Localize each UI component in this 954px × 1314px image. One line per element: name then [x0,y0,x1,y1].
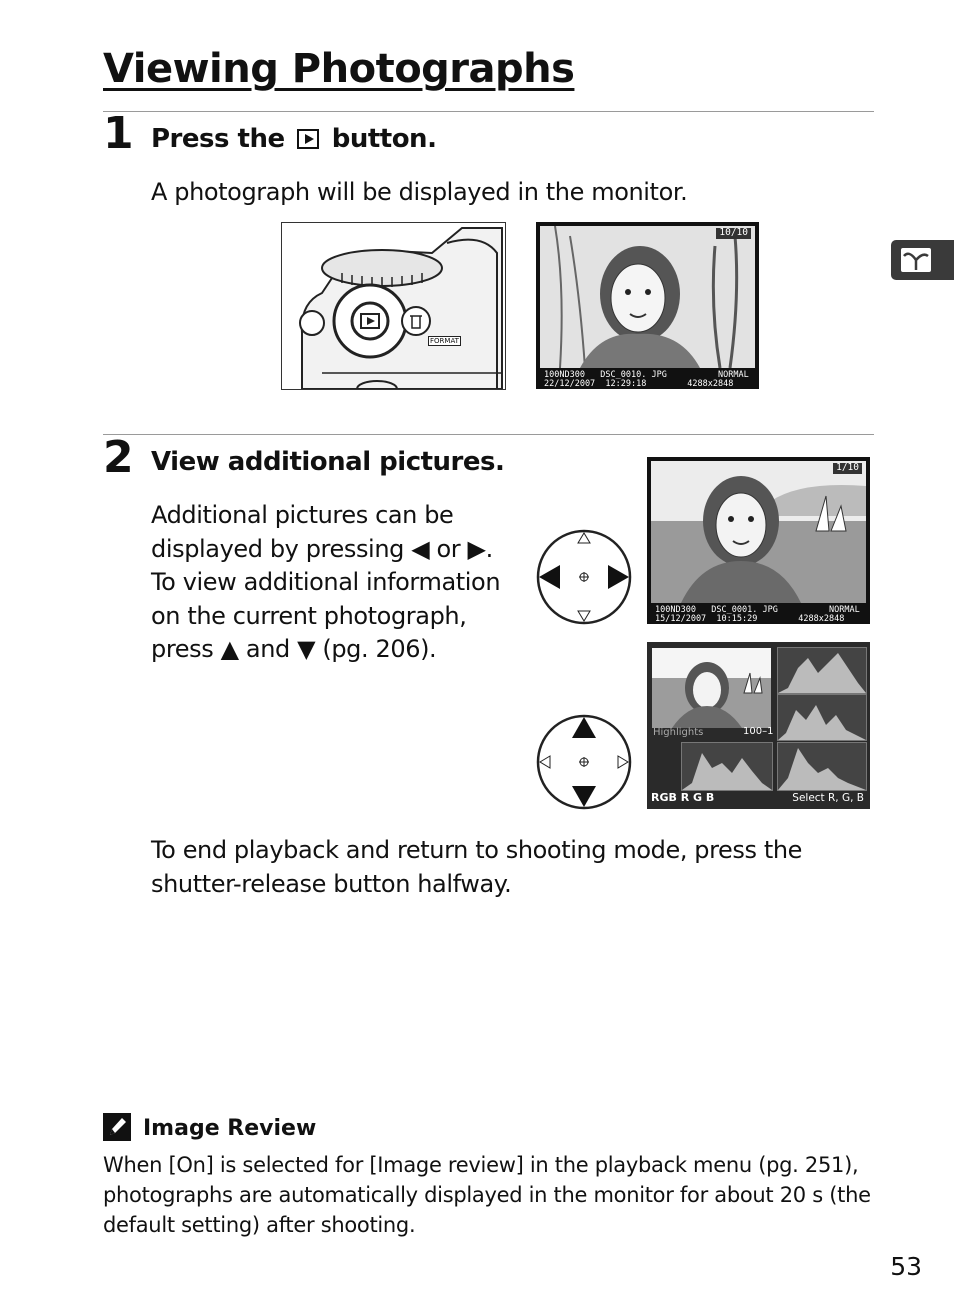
step-2-ref: (pg. 206). [322,635,437,664]
page-title: Viewing Photographs [103,46,575,92]
histogram-thumbnail [652,648,771,728]
multi-selector-left-right-icon [535,528,633,626]
note-title: Image Review [143,1116,317,1141]
step-1-title-before: Press the [151,124,285,154]
highlights-label: Highlights [653,727,704,738]
monitor-photo-2 [647,457,870,624]
step-1-body: A photograph will be displayed in the monitor. [151,178,688,206]
camera-illustration [281,222,506,390]
section-divider-2 [103,434,874,435]
step-2-line-2: displayed by pressing ◀ or ▶. [151,534,493,563]
left-arrow-icon: ◀ [411,534,430,563]
step-2-title: View additional pictures. [151,447,505,477]
histogram-green [681,742,773,791]
step-2-line-5 [151,633,521,667]
monitor-2-counter: 1/10 [833,463,862,474]
step-1-title-after: button. [331,124,437,154]
step-2-line-4: on the current photograph, [151,601,467,630]
format-label: FORMAT [430,337,459,345]
step-1-number: 1 [103,108,134,159]
monitor-2-info-line-2: 15/12/2007 10:15:29 4288x2848 [655,614,845,624]
step-1-title [151,124,436,154]
page-number: 53 [890,1252,922,1281]
down-arrow-icon: ▼ [297,635,316,664]
histogram-red [777,694,867,741]
photo-portrait [540,226,755,368]
chapter-tab [891,240,954,280]
step-2-line-1: Additional pictures can be [151,501,454,529]
monitor-1-info-line-2: 22/12/2007 12:29:18 4288x2848 [544,379,734,389]
section-divider [103,111,874,112]
step-2-line-3: To view additional information [151,568,501,597]
step-2-or: or [436,534,461,563]
portrait-sea-drawing [651,461,866,603]
step-2-and: and [245,635,290,664]
monitor-1-counter: 10/10 [716,228,751,239]
playback-button-icon [297,129,319,149]
note-pencil-icon [103,1113,131,1141]
step-2-end-text: To end playback and return to shooting mode, press the shutter-release button halfway. [151,836,803,898]
channel-selector-label: RGB R G B [651,791,715,804]
note-body: When [On] is selected for [Image review] in the playback menu (pg. 251), photographs are automatically displayed in the monitor for about 20 s (the default setting) after shooting. [103,1153,871,1237]
up-arrow-icon: ▲ [220,635,239,664]
select-rgb-label: Select R, G, B [792,792,864,804]
portrait-drawing [540,226,755,368]
step-2-body [151,499,521,667]
photo-portrait-sea [651,461,866,603]
histogram-rgb [777,647,867,694]
multi-selector-up-down-icon [535,713,633,811]
histogram-blue [777,742,867,791]
step-2-line-2-text: displayed by pressing [151,534,404,563]
monitor-histograms [647,642,870,809]
monitor-photo-1 [536,222,759,389]
right-arrow-icon: ▶ [467,534,486,563]
step-2-line-5-text: press [151,635,214,664]
monitor-2-info-line-1: 100ND300 DSC_0001. JPG NORMAL [655,605,860,615]
step-2-number: 2 [103,432,134,483]
camera-body-drawing [282,223,505,389]
basic-photography-icon [891,240,954,280]
frame-label: 100–1 [743,726,774,737]
monitor-1-info-line-1: 100ND300 DSC_0010. JPG NORMAL [544,370,749,380]
thumbnail-drawing [652,648,771,728]
